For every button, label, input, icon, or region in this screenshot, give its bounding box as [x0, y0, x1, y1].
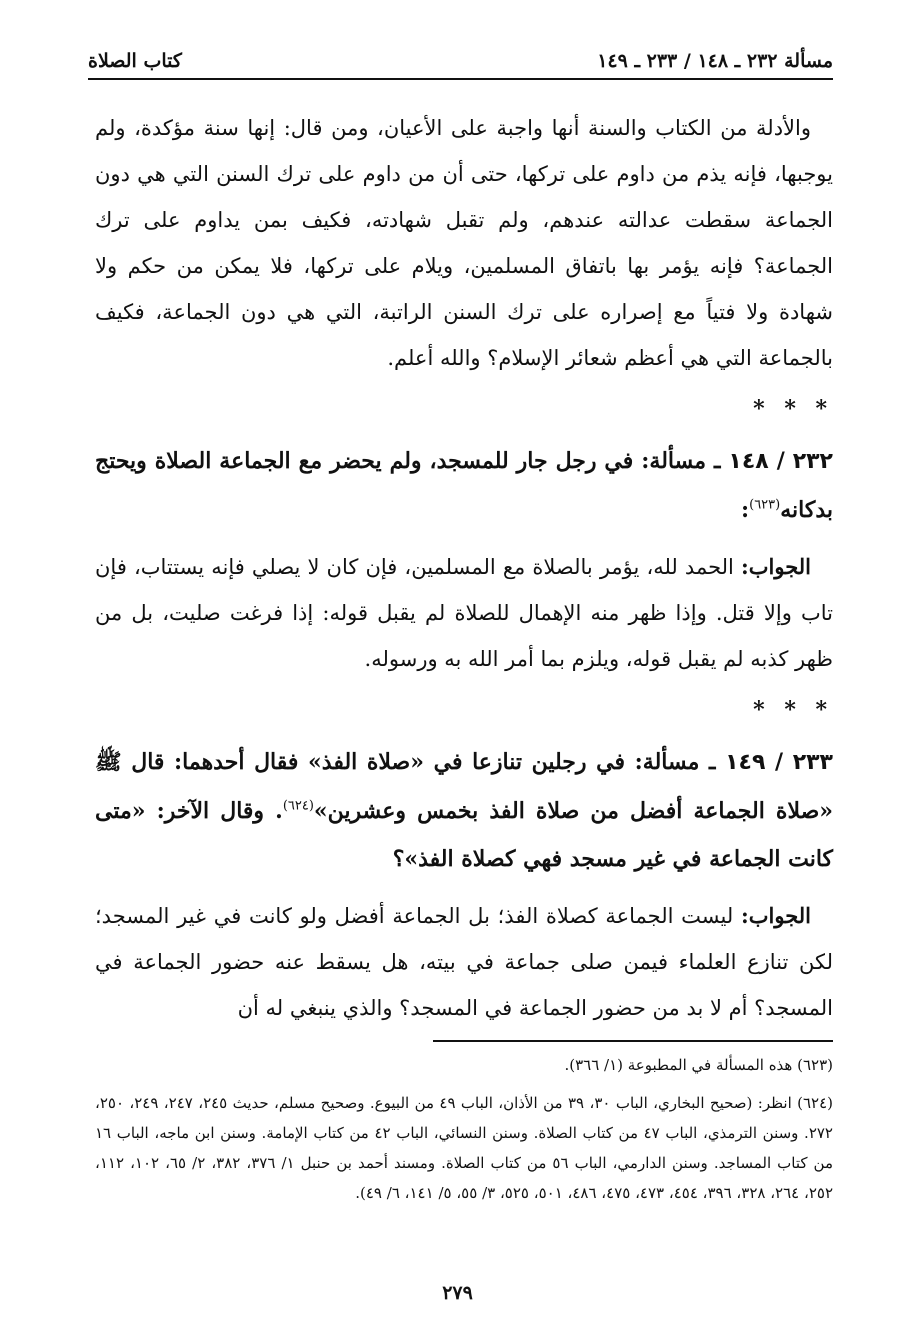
footnote-623: (٦٢٣) هذه المسألة في المطبوعة (١/ ٣٦٦).	[564, 1056, 833, 1074]
header-book-title: كتاب الصلاة	[88, 50, 182, 72]
answer-lead: الجواب:	[741, 554, 811, 579]
answer-148	[95, 544, 833, 682]
issue-question-end: :	[741, 497, 750, 523]
issue-label: ـ مسألة:	[634, 749, 716, 775]
footnote-divider	[433, 1040, 833, 1042]
header-issue-range: مسألة ٢٣٢ ـ ١٤٨ / ٢٣٣ ـ ١٤٩	[597, 50, 833, 72]
answer-text: الحمد لله، يؤمر بالصلاة مع المسلمين، فإن كان لا يصلي فإنه يستتاب، فإن تاب وإلا قتل. وإذا ظهر منه الإهمال للصلاة لم يقبل قوله: إذا فرغت صليت، بل من ظهر كذبه لم يقبل قوله، ويلزم بما أمر الله به ورسوله.	[95, 555, 833, 671]
issue-heading-148	[95, 437, 833, 534]
footnote-ref-623[interactable]: (٦٢٣)	[749, 497, 781, 513]
issue-label: ـ مسألة:	[641, 448, 721, 474]
answer-text: ليست الجماعة كصلاة الفذ؛ بل الجماعة أفضل ولو كانت في غير المسجد؛ لكن تنازع العلماء فيمن صلى جماعة في بيته، هل يسقط عنه حضور الجماعة في المسجد؟ أم لا بد من حضور الجماعة في المسجد؟ والذي ينبغي له أن	[95, 904, 833, 1020]
issue-number: ٢٣٣ / ١٤٩	[725, 750, 833, 775]
section-separator: * * *	[753, 396, 833, 422]
main-text	[95, 105, 833, 1031]
issue-number: ٢٣٢ / ١٤٨	[728, 449, 833, 474]
paragraph-continued: والأدلة من الكتاب والسنة أنها واجبة على الأعيان، ومن قال: إنها سنة مؤكدة، ولم يوجبها، فإنه يذم من داوم على تركها، حتى أن من داوم على ترك السنن التي هي دون الجماعة سقطت عدالته عندهم، ولم تقبل شهادته، فكيف بمن يداوم على ترك الجماعة؟ فإنه يؤمر بها باتفاق المسلمين، ويلام على تركها، فلا يمكن من حكم ولا شهادة ولا فتياً مع إصراره على ترك السنن الراتبة، التي هي دون الجماعة، فكيف بالجماعة التي هي أعظم شعائر الإسلام؟ والله أعلم.	[95, 116, 833, 370]
footnote-624: (٦٢٤) انظر: (صحيح البخاري، الباب ٣٠، ٣٩ من الأذان، الباب ٤٩ من البيوع. وصحيح مسلم، حديث ٢٤٥، ٢٤٧، ٢٤٩، ٢٥٠، ٢٧٢. وسنن الترمذي، الباب ٤٧ من كتاب الصلاة. وسنن النسائي، الباب ٤٢ من كتاب الإمامة. وسنن ابن ماجه، الباب ١٦ من كتاب المساجد. وسنن الدارمي، الباب ٥٦ من كتاب الصلاة. ومسند أحمد بن حنبل ١/ ٣٧٦، ٣٨٢، ٢/ ٦٥، ١٠٢، ١١٢، ٢٥٢، ٢٦٤، ٣٢٨، ٣٩٦، ٤٥٤، ٤٧٣، ٤٧٥، ٤٨٦، ٥٠١، ٥٢٥، ٣/ ٥٥، ٥/ ١٤١، ٦/ ٤٩).	[95, 1094, 834, 1202]
issue-heading-149	[95, 738, 833, 883]
answer-lead: الجواب:	[741, 903, 811, 928]
running-header	[88, 40, 833, 80]
answer-149	[95, 893, 833, 1031]
issue-question-continued: . وقال الآخر: «متى كانت الجماعة في غير مسجد فهي كصلاة الفذ»؟	[95, 798, 833, 872]
issue-question: في رجلين تنازعا في «صلاة الفذ» فقال أحدهما: قال ﷺ «صلاة الجماعة أفضل من صلاة الفذ بخمس وعشرين»	[95, 749, 833, 824]
page-number: ٢٧٩	[442, 1282, 473, 1304]
footnote-ref-624[interactable]: (٦٢٤)	[282, 798, 314, 814]
section-separator: * * *	[753, 697, 833, 723]
issue-question: في رجل جار للمسجد، ولم يحضر مع الجماعة الصلاة ويحتج بدكانه	[95, 448, 833, 523]
footnotes	[95, 1050, 833, 1208]
